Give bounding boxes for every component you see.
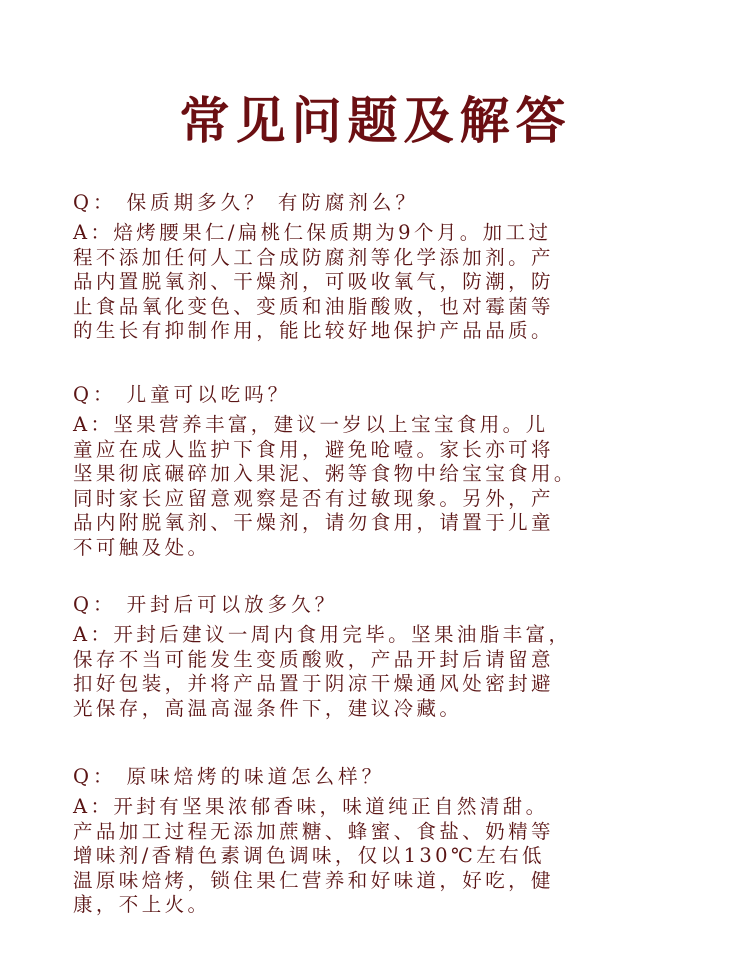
faq-answer: [73, 413, 698, 560]
faq-answer-line: 品内附脱氧剂、干燥剂，请勿食用，请置于儿童: [73, 511, 554, 534]
faq-answer-line: 康，不上火。: [73, 893, 211, 916]
faq-answer-line: 增味剂/香精色素调色调味，仅以130℃左右低: [73, 844, 545, 867]
faq-answer-line: 扣好包装，并将产品置于阴凉干燥通风处密封避: [73, 672, 554, 695]
faq-answer-line: A：开封有坚果浓郁香味，味道纯正自然清甜。: [73, 795, 549, 818]
faq-answer-line: 同时家长应留意观察是否有过敏现象。另外，产: [73, 486, 554, 510]
page-title: 常见问题及解答: [179, 91, 572, 150]
faq-answer: [73, 221, 698, 344]
faq-answer-line: A：坚果营养丰富，建议一岁以上宝宝食用。儿: [73, 413, 549, 436]
faq-answer-line: 温原味焙烤，锁住果仁营养和好味道，好吃，健: [73, 868, 554, 892]
faq-answer-line: A：焙烤腰果仁/扁桃仁保质期为9个月。加工过: [73, 221, 552, 244]
faq-answer-line: 坚果彻底碾碎加入果泥、粥等食物中给宝宝食用。: [73, 462, 577, 485]
faq-list: [73, 190, 698, 918]
faq-answer: [73, 795, 698, 918]
faq-answer-line: 保存不当可能发生变质酸败，产品开封后请留意: [73, 647, 554, 671]
faq-item: [73, 382, 698, 592]
faq-answer: [73, 623, 698, 721]
faq-question: Q： 儿童可以吃吗？: [73, 383, 292, 406]
faq-item: [73, 764, 698, 918]
faq-answer-line: 的生长有抑制作用，能比较好地保护产品品质。: [73, 319, 554, 342]
faq-item: [73, 592, 698, 764]
faq-answer-line: A：开封后建议一周内食用完毕。坚果油脂丰富，: [73, 623, 572, 646]
faq-question: Q： 保质期多久？ 有防腐剂么？: [73, 191, 419, 214]
faq-answer-line: 产品加工过程无添加蔗糖、蜂蜜、食盐、奶精等: [73, 819, 554, 843]
faq-question: Q： 开封后可以放多久？: [73, 593, 339, 616]
faq-answer-line: 不可触及处。: [73, 535, 211, 559]
faq-answer-line: 止食品氧化变色、变质和油脂酸败，也对霉菌等: [73, 294, 554, 318]
faq-answer-line: 童应在成人监护下食用，避免呛噎。家长亦可将: [73, 437, 554, 461]
faq-answer-line: 光保存，高温高湿条件下，建议冷藏。: [73, 696, 463, 720]
faq-question: Q： 原味焙烤的味道怎么样？: [73, 765, 386, 788]
faq-answer-line: 品内置脱氧剂、干燥剂，可吸收氧气，防潮，防: [73, 270, 554, 293]
faq-answer-line: 程不添加任何人工合成防腐剂等化学添加剂。产: [73, 245, 554, 269]
faq-item: [73, 190, 698, 382]
